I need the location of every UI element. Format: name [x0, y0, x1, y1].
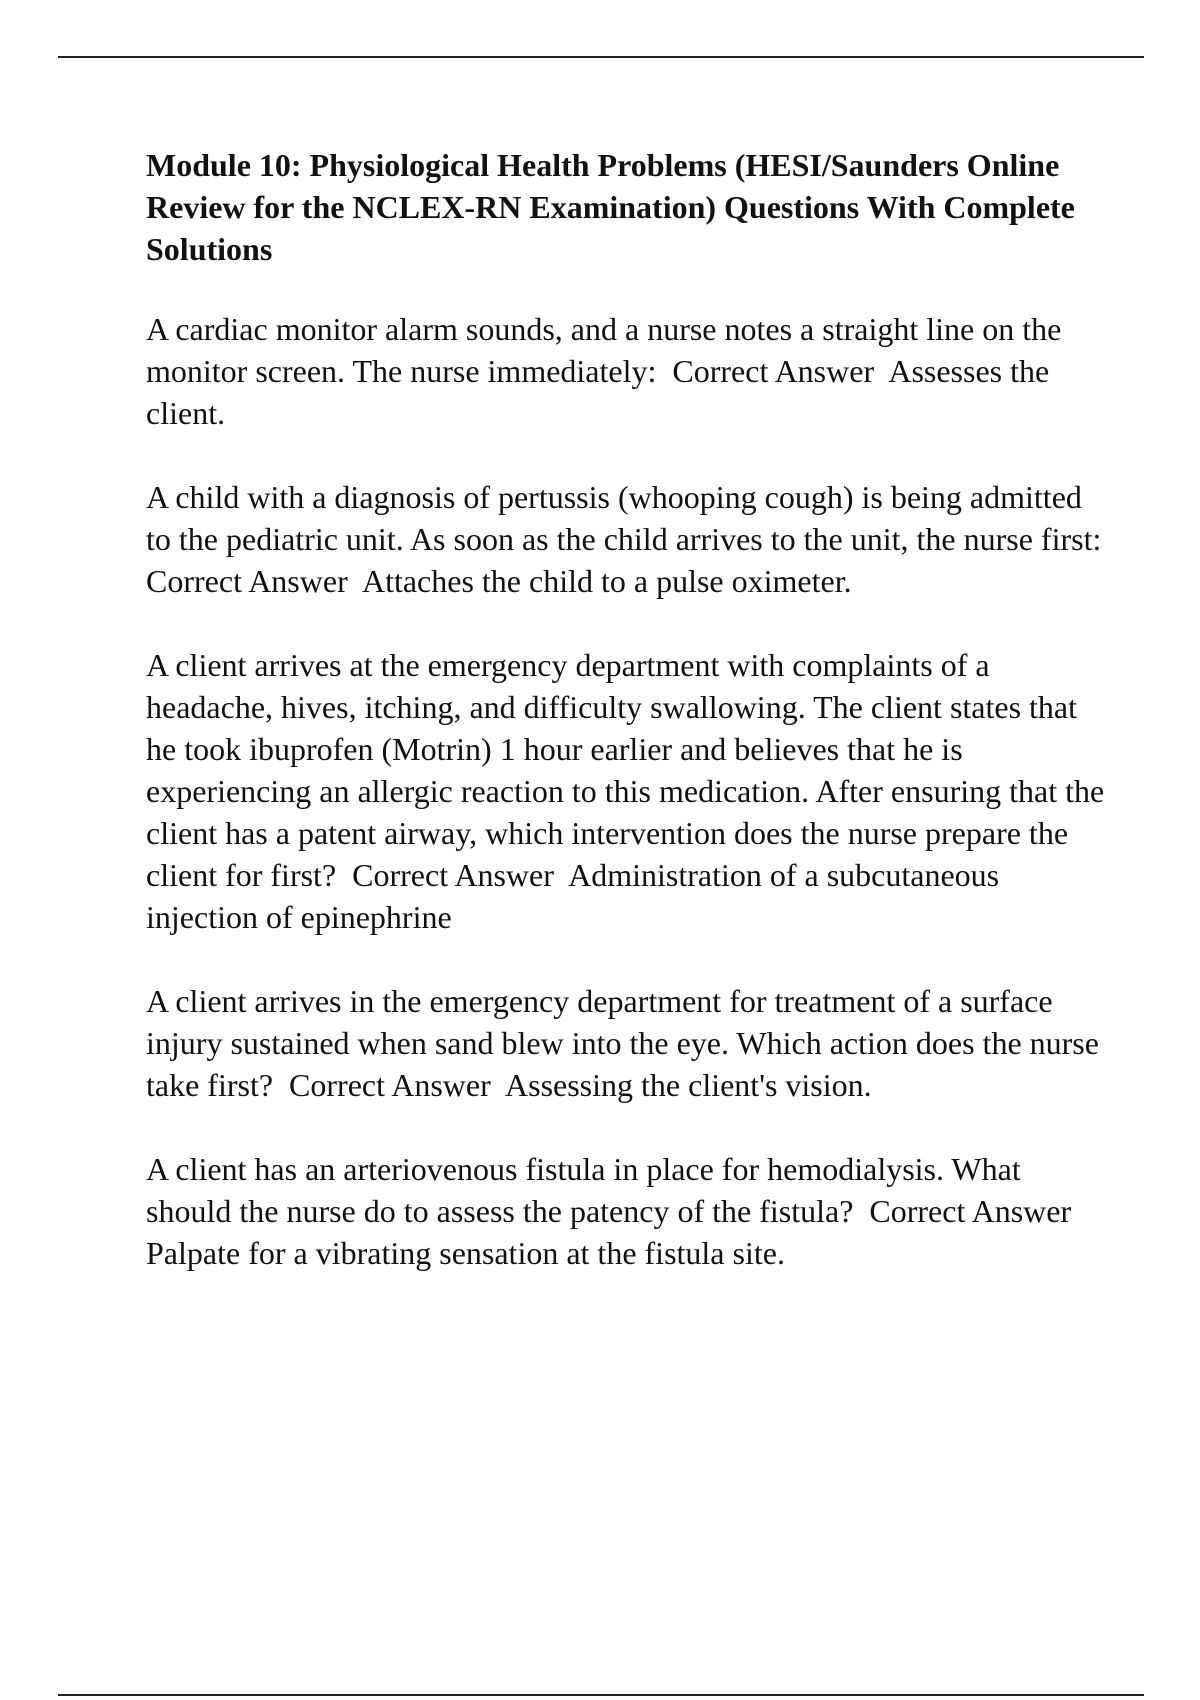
answer-text: Assesses the client.	[146, 353, 1058, 431]
answer-label: Correct Answer	[352, 857, 554, 893]
answer-text: Assessing the client's vision.	[505, 1067, 872, 1103]
document-body	[146, 144, 1113, 1316]
question-text: A client has an arteriovenous fistula in place for hemodialysis. What should the nurse do to assess the patency of the fistula?	[146, 1151, 1029, 1229]
qa-item-3	[146, 644, 1113, 938]
question-text: A cardiac monitor alarm sounds, and a nurse notes a straight line on the monitor screen. The nurse immediately:	[146, 311, 1070, 389]
answer-text: Attaches the child to a pulse oximeter.	[361, 563, 852, 599]
qa-item-1	[146, 308, 1106, 434]
answer-text: Palpate for a vibrating sensation at the fistula site.	[146, 1235, 785, 1271]
answer-label: Correct Answer	[869, 1193, 1072, 1229]
question-text: A child with a diagnosis of pertussis (whooping cough) is being admitted to the pediatric unit. As soon as the child arrives to the unit, the nurse first:	[146, 479, 1102, 557]
answer-label: Correct Answer	[146, 563, 348, 599]
answer-label: Correct Answer	[289, 1067, 491, 1103]
answer-label: Correct Answer	[672, 353, 875, 389]
header-rule	[58, 56, 1144, 58]
question-text: A client arrives in the emergency department for treatment of a surface injury sustained when sand blew into the eye. Which action does the nurse take first?	[146, 983, 1107, 1103]
question-text: A client arrives at the emergency department with complaints of a headache, hives, itching, and difficulty swallowing. The client states that he took ibuprofen (Motrin) 1 hour earlier and believes that he is experiencing an allergic reaction to this medication. After ensuring that the client has a patent airway, which intervention does the nurse prepare the client for first?	[146, 647, 1113, 893]
qa-item-4	[146, 980, 1106, 1106]
qa-item-5	[146, 1148, 1106, 1274]
answer-text: Administration of a subcutaneous injection of epinephrine	[146, 857, 1008, 935]
footer-rule	[58, 1694, 1144, 1696]
qa-item-2	[146, 476, 1106, 602]
page-title: Module 10: Physiological Health Problems (HESI/Saunders Online Review for the NCLEX-RN Examination) Questions With Complete Solutions	[146, 147, 1075, 267]
